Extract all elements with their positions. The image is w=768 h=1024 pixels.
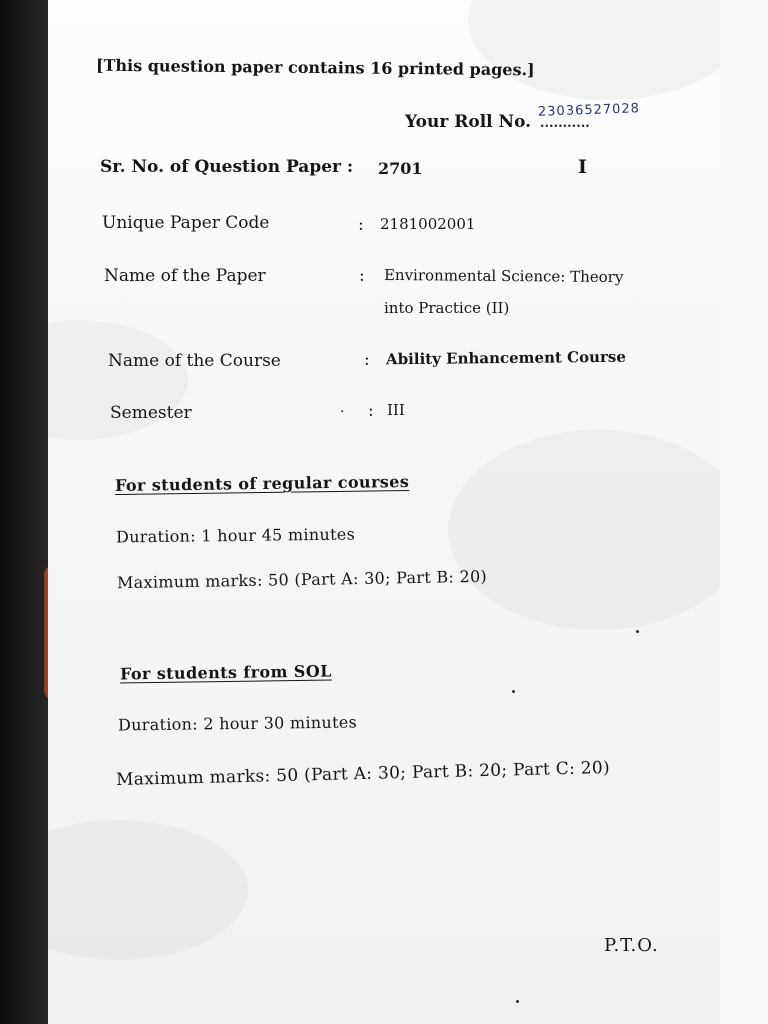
serial-number-value: 2701 — [378, 159, 423, 178]
paper-set-mark: I — [578, 156, 587, 178]
please-turn-over: P.T.O. — [604, 935, 659, 956]
paper-shadow — [48, 820, 248, 960]
roll-number-dots: ........... — [540, 116, 590, 131]
paper-code-value: 2181002001 — [380, 215, 476, 233]
paper-right-margin — [720, 0, 768, 1024]
regular-courses-heading: For students of regular courses — [114, 471, 410, 496]
semester-value: III — [387, 401, 405, 419]
paper-code-colon: : — [358, 215, 364, 235]
roll-number-handwritten: 23036527028 — [537, 101, 641, 120]
course-name-value: Ability Enhancement Course — [385, 347, 626, 369]
regular-duration: Duration: 1 hour 45 minutes — [115, 524, 356, 547]
sol-max-marks: Maximum marks: 50 (Part A: 30; Part B: 20; Part C: 20) — [115, 757, 611, 791]
question-paper-page — [48, 0, 720, 1024]
paper-name-value-line2: into Practice (II) — [384, 299, 510, 317]
paper-speck — [512, 690, 515, 693]
paper-name-colon: : — [359, 266, 365, 286]
paper-name-label: Name of the Paper — [104, 266, 266, 286]
paper-speck — [516, 1000, 519, 1003]
roll-number-label: Your Roll No. — [405, 112, 532, 132]
sol-heading: For students from SOL — [119, 661, 332, 684]
semester-stray-mark: . — [340, 400, 345, 416]
sol-duration: Duration: 2 hour 30 minutes — [117, 712, 358, 735]
paper-speck — [636, 630, 639, 633]
dark-background-edge — [0, 0, 48, 1024]
semester-label: Semester — [110, 403, 192, 423]
paper-code-label: Unique Paper Code — [102, 213, 270, 233]
paper-shadow — [468, 0, 720, 100]
course-name-colon: : — [364, 350, 370, 370]
page-count-note: [This question paper contains 16 printed pages.] — [95, 55, 535, 80]
semester-colon: : — [368, 401, 374, 421]
paper-shadow — [448, 430, 720, 630]
serial-number-label: Sr. No. of Question Paper : — [100, 157, 354, 177]
paper-name-value: Environmental Science: Theory — [383, 265, 624, 287]
course-name-label: Name of the Course — [108, 351, 281, 371]
regular-max-marks: Maximum marks: 50 (Part A: 30; Part B: 20) — [116, 566, 488, 593]
